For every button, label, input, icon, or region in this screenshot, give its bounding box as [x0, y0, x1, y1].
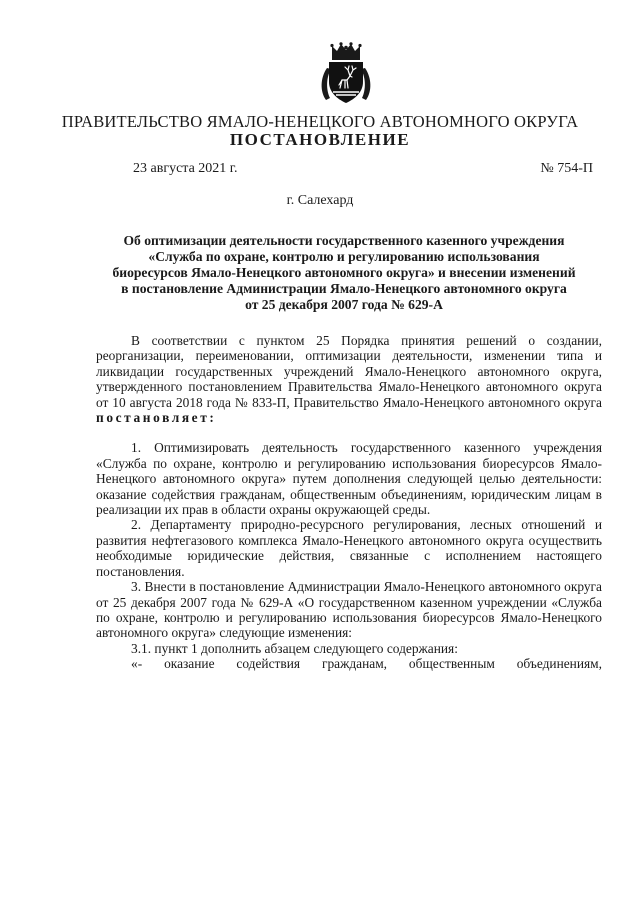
document-number: № 754-П — [540, 161, 593, 176]
heading-line: Об оптимизации деятельности государственного казенного учреждения — [123, 233, 565, 248]
item-3-1-paragraph: 3.1. пункт 1 дополнить абзацем следующего содержания: — [131, 640, 458, 656]
document-date: 23 августа 2021 г. — [133, 161, 238, 176]
document-body — [96, 333, 602, 672]
decree-word: постановляет: — [96, 410, 217, 426]
quote-start-paragraph: «- оказание содействия гражданам, общественным объединениям, — [131, 656, 602, 672]
yamal-nenets-coat-of-arms-icon — [318, 42, 374, 106]
heading-line: биоресурсов Ямало-Ненецкого автономного округа» и внесении изменений — [112, 265, 576, 280]
item-1-paragraph: 1. Оптимизировать деятельность государственного казенного учреждения «Служба по охране, контролю и регулированию использования биоресурсов Ямало-Ненецкого автономного округа» путем дополнения следующей целью деятельности: оказание содействия гражданам, общественным объединениям, юридическим лицам в реализации их прав в области охраны окружающей среды. — [96, 440, 602, 518]
preamble-paragraph — [96, 333, 602, 425]
crown-icon — [330, 42, 361, 60]
heading-line: «Служба по охране, контролю и регулированию использования — [148, 249, 540, 264]
heading-line: от 25 декабря 2007 года № 629-А — [245, 297, 443, 312]
item-3-paragraph: 3. Внести в постановление Администрации Ямало-Ненецкого автономного округа от 25 декабря 2007 года № 629-А «О государственном казенном учреждении «Служба по охране, контролю и регулированию использования биоресурсов Ямало-Ненецкого автономного округа» следующие изменения: — [96, 579, 602, 641]
item-2-paragraph: 2. Департаменту природно-ресурсного регулирования, лесных отношений и развития нефтегазового комплекса Ямало-Ненецкого автономного округа осуществить необходимые юридические действия, связанные с исполнением настоящего постановления. — [96, 517, 602, 579]
preamble-text: В соответствии с пунктом 25 Порядка принятия решений о создании, реорганизации, переименовании, оптимизации деятельности, изменении типа и ликвидации государственных учреждений Ямало-Ненецкого автономного округа, утвержденного постановлением Правительства Ямало-Ненецкого автономного округа от 10 августа 2018 года № 833-П, Правительство Ямало-Ненецкого автономного округа — [96, 333, 602, 410]
document-type: ПОСТАНОВЛЕНИЕ — [229, 130, 411, 149]
heading-line: в постановление Администрации Ямало-Ненецкого автономного округа — [121, 281, 567, 296]
document-city: г. Салехард — [286, 193, 354, 208]
document-heading — [90, 233, 598, 313]
government-title: ПРАВИТЕЛЬСТВО ЯМАЛО-НЕНЕЦКОГО АВТОНОМНОГО ОКРУГА — [61, 112, 579, 131]
